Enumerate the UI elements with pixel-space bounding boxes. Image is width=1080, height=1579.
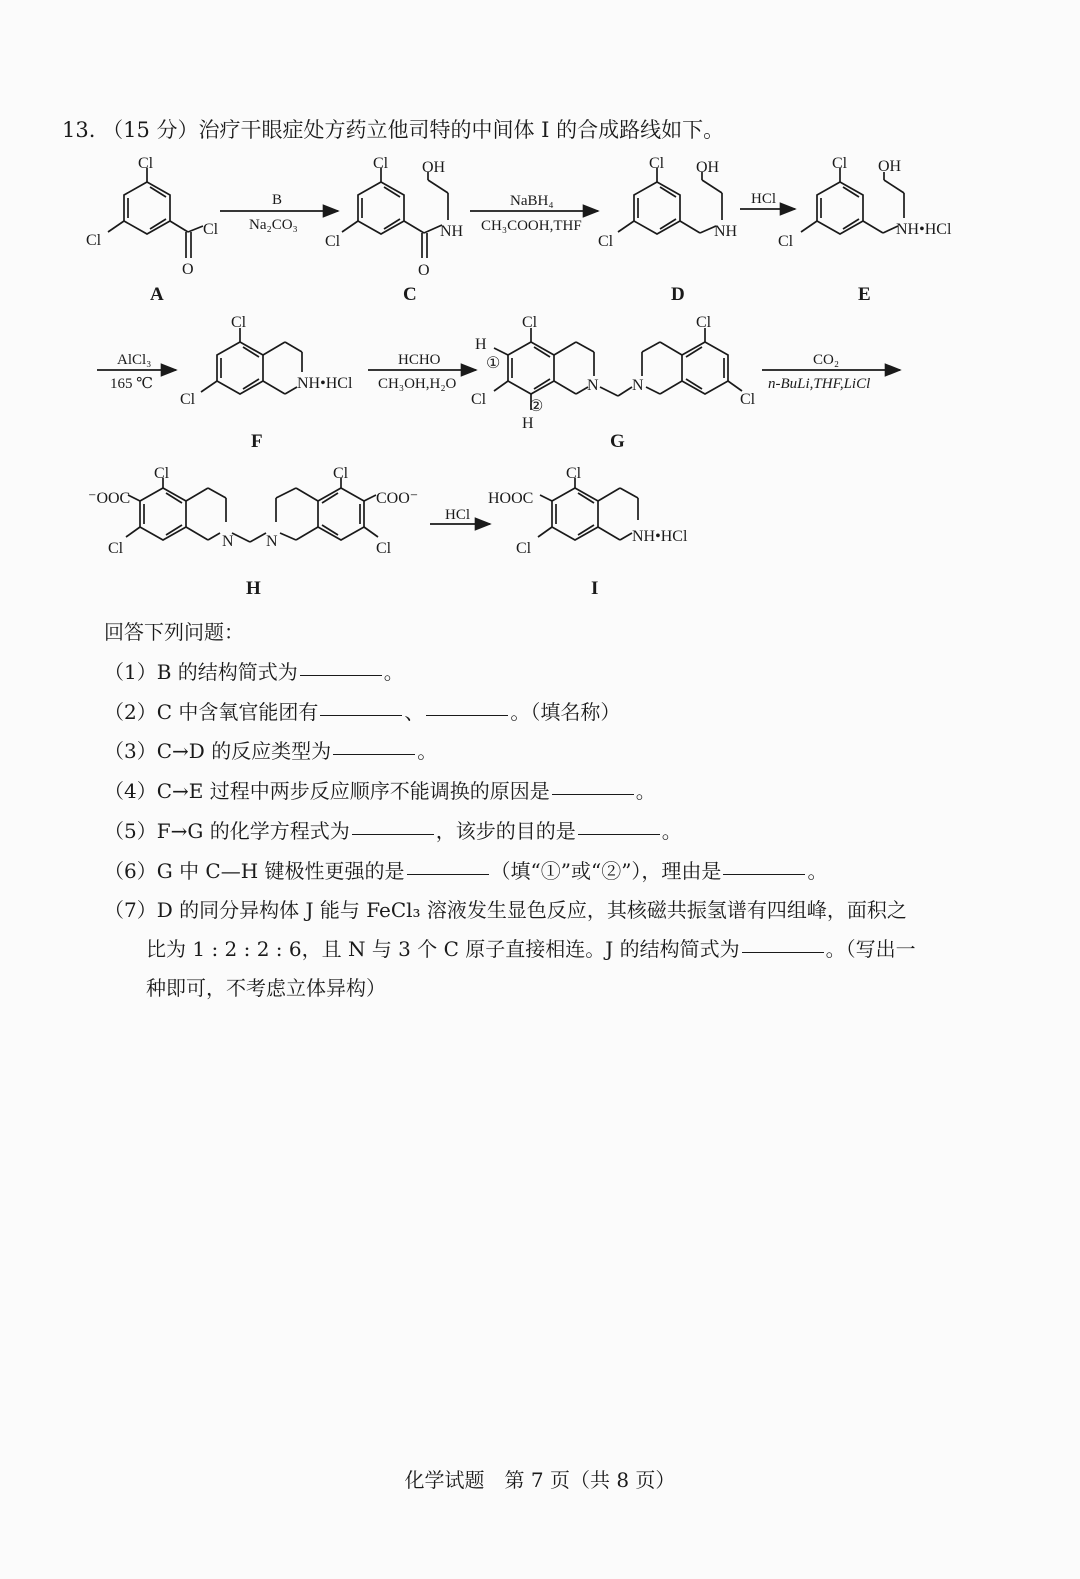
arrow-1 <box>220 192 338 233</box>
arrow-7 <box>430 507 490 524</box>
label-I: I <box>591 578 599 599</box>
question-points: （15 分） <box>102 118 199 142</box>
sub-question-7: （7）D 的同分异构体 J 能与 FeCl₃ 溶液发生显色反应，其核磁共振氢谱有四组峰，面积之 <box>104 898 907 922</box>
sub-question-4: （4）C→E 过程中两步反应顺序不能调换的原因是 。 <box>104 779 656 803</box>
compound-H <box>88 465 418 557</box>
synthesis-scheme <box>0 150 1080 610</box>
page-footer: 化学试题 第 7 页（共 8 页） <box>404 1468 676 1492</box>
label-G: G <box>610 431 625 452</box>
reagent-above: CO₂ <box>813 352 840 368</box>
label-D: D <box>671 284 685 305</box>
reagent-above: B <box>272 192 283 208</box>
compound-E <box>778 155 952 250</box>
atom-nh-hcl: NH•HCl <box>632 528 688 545</box>
atom-h: H <box>475 336 487 353</box>
atom-n: N <box>222 533 234 550</box>
atom-cl: Cl <box>373 155 389 172</box>
sub-question-6: （6）G 中 C—H 键极性更强的是 （填“①”或“②”），理由是 。 <box>104 859 828 883</box>
answer-blank[interactable] <box>320 714 402 716</box>
arrow-4 <box>97 352 176 392</box>
answer-blank[interactable] <box>742 951 824 953</box>
label-H: H <box>246 578 261 599</box>
answer-blank[interactable] <box>333 753 415 755</box>
reagent-above: AlCl₃ <box>117 352 152 368</box>
atom-cl: Cl <box>325 233 341 250</box>
atom-cl: Cl <box>598 233 614 250</box>
atom-n: N <box>266 533 278 550</box>
atom-cl: Cl <box>108 540 124 557</box>
reagent-above: HCl <box>445 507 471 523</box>
atom-o: O <box>182 261 194 278</box>
atom-nh-hcl: NH•HCl <box>297 375 353 392</box>
reagent-above: NaBH₄ <box>510 193 554 209</box>
arrow-6 <box>762 352 900 392</box>
atom-n: N <box>632 377 644 394</box>
sub-question-2: （2）C 中含氧官能团有 、 。（填名称） <box>104 700 621 724</box>
atom-cl: Cl <box>180 391 196 408</box>
site-2-marker: ② <box>529 398 544 415</box>
compound-G <box>471 314 756 432</box>
arrow-2 <box>470 193 598 234</box>
atom-cl: Cl <box>740 391 756 408</box>
compound-A <box>86 155 219 278</box>
answer-blank[interactable] <box>407 873 489 875</box>
atom-n: N <box>587 377 599 394</box>
atom-cl: Cl <box>231 314 247 331</box>
atom-cl: Cl <box>376 540 392 557</box>
atom-cl: Cl <box>86 232 102 249</box>
atom-cl: Cl <box>333 465 349 482</box>
sub-question-3: （3）C→D 的反应类型为 。 <box>104 739 438 763</box>
carboxylate-right: COO⁻ <box>376 490 419 507</box>
reagent-below: 165 ℃ <box>110 376 154 392</box>
answer-blank[interactable] <box>723 873 805 875</box>
atom-oh: OH <box>422 159 446 176</box>
answer-blank[interactable] <box>578 833 660 835</box>
answer-intro: 回答下列问题： <box>104 620 244 644</box>
answer-blank[interactable] <box>552 793 634 795</box>
atom-cl: Cl <box>566 465 582 482</box>
atom-oh: OH <box>878 158 902 175</box>
label-C: C <box>403 284 417 305</box>
atom-cl: Cl <box>778 233 794 250</box>
reagent-below: Na₂CO₃ <box>249 217 298 233</box>
atom-cl: Cl <box>832 155 848 172</box>
arrow-5 <box>368 352 476 392</box>
atom-cl: Cl <box>649 155 665 172</box>
label-A: A <box>150 284 164 305</box>
carboxylate-left: ⁻OOC <box>88 490 131 507</box>
atom-nh: NH <box>714 223 738 240</box>
atom-cl: Cl <box>154 465 170 482</box>
sub-question-1: （1）B 的结构简式为 。 <box>104 660 404 684</box>
question-intro: 治疗干眼症处方药立他司特的中间体 I 的合成路线如下。 <box>198 118 725 142</box>
reagent-below: CH₃COOH,THF <box>481 218 582 234</box>
compound-D <box>598 155 738 250</box>
atom-nh-hcl: NH•HCl <box>896 221 952 238</box>
atom-h: H <box>522 415 534 432</box>
reagent-above: HCHO <box>398 352 441 368</box>
compound-F <box>180 314 353 408</box>
question-number: 13. <box>62 118 96 142</box>
atom-cl: Cl <box>203 221 219 238</box>
atom-cl: Cl <box>516 540 532 557</box>
atom-cl: Cl <box>471 391 487 408</box>
site-1-marker: ① <box>486 355 501 372</box>
atom-o: O <box>418 262 430 279</box>
reagent-above: HCl <box>751 191 777 207</box>
compound-C <box>325 155 464 279</box>
sub-question-7-line-3: 种即可，不考虑立体异构） <box>146 976 386 1000</box>
atom-nh: NH <box>440 223 464 240</box>
reagent-below: CH₃OH,H₂O <box>378 376 457 392</box>
atom-cl: Cl <box>522 314 538 331</box>
answer-blank[interactable] <box>352 833 434 835</box>
label-E: E <box>858 284 871 305</box>
sub-question-5: （5）F→G 的化学方程式为 ，该步的目的是 。 <box>104 819 682 843</box>
sub-question-7-line-2: 比为 1 : 2 : 2 : 6，且 N 与 3 个 C 原子直接相连。J 的结构简式为 。（写出一 <box>146 937 916 961</box>
reagent-below: n-BuLi,THF,LiCl <box>768 376 871 392</box>
compound-I <box>488 465 688 557</box>
label-F: F <box>251 431 263 452</box>
atom-cl: Cl <box>696 314 712 331</box>
answer-blank[interactable] <box>300 674 382 676</box>
atom-oh: OH <box>696 159 720 176</box>
carboxylic-acid: HOOC <box>488 490 534 507</box>
atom-cl: Cl <box>138 155 154 172</box>
answer-blank[interactable] <box>426 714 508 716</box>
question-header <box>62 114 724 144</box>
arrow-3 <box>740 191 795 209</box>
